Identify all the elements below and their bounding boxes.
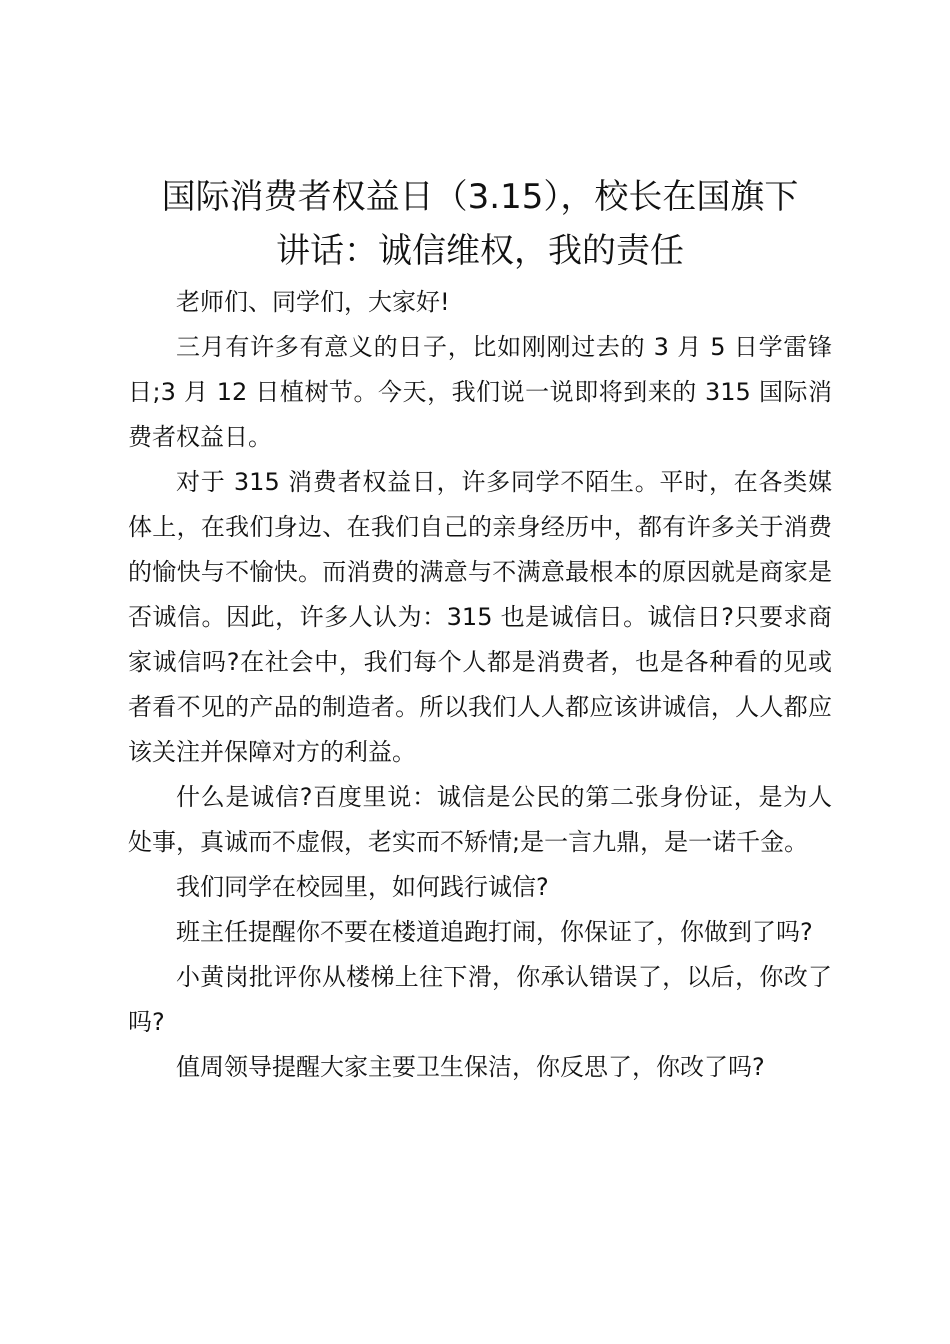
paragraph-teacher-reminder: 班主任提醒你不要在楼道追跑打闹，你保证了，你做到了吗? xyxy=(176,918,813,946)
paragraph-hygiene-reminder: 值周领导提醒大家主要卫生保洁，你反思了，你改了吗? xyxy=(176,1053,765,1081)
paragraph-315-integrity: 对于 315 消费者权益日，许多同学不陌生。平时，在各类媒体上，在我们身边、在我们自己的亲身经历中，都有许多关于消费的愉快与不愉快。而消费的满意与不满意最根本的原因就是商家是否诚信。因此，许多人认为：315 也是诚信日。诚信日?只要求商家诚信吗?在社会中，我们每个人都是消费者，也是各种看的见或者看不见的产品的制造者。所以我们人人都应该讲诚信，人人都应该关注并保障对方的利益。 xyxy=(128,468,832,766)
paragraph-greeting: 老师们、同学们，大家好! xyxy=(176,288,450,316)
title-line-2: 讲话：诚信维权，我的责任 xyxy=(276,231,684,271)
title-line-1: 国际消费者权益日（3.15），校长在国旗下 xyxy=(161,177,799,217)
paragraph-what-is-integrity: 什么是诚信?百度里说：诚信是公民的第二张身份证，是为人处事，真诚而不虚假，老实而不矫情;是一言九鼎，是一诺千金。 xyxy=(128,783,832,856)
paragraph-stair-criticism: 小黄岗批评你从楼梯上往下滑，你承认错误了，以后，你改了吗? xyxy=(128,963,832,1036)
paragraph-march-days: 三月有许多有意义的日子，比如刚刚过去的 3 月 5 日学雷锋日;3 月 12 日植树节。今天，我们说一说即将到来的 315 国际消费者权益日。 xyxy=(128,333,832,451)
document-page xyxy=(128,170,832,1090)
document-title xyxy=(112,170,848,278)
paragraph-campus-question: 我们同学在校园里，如何践行诚信? xyxy=(176,873,549,901)
